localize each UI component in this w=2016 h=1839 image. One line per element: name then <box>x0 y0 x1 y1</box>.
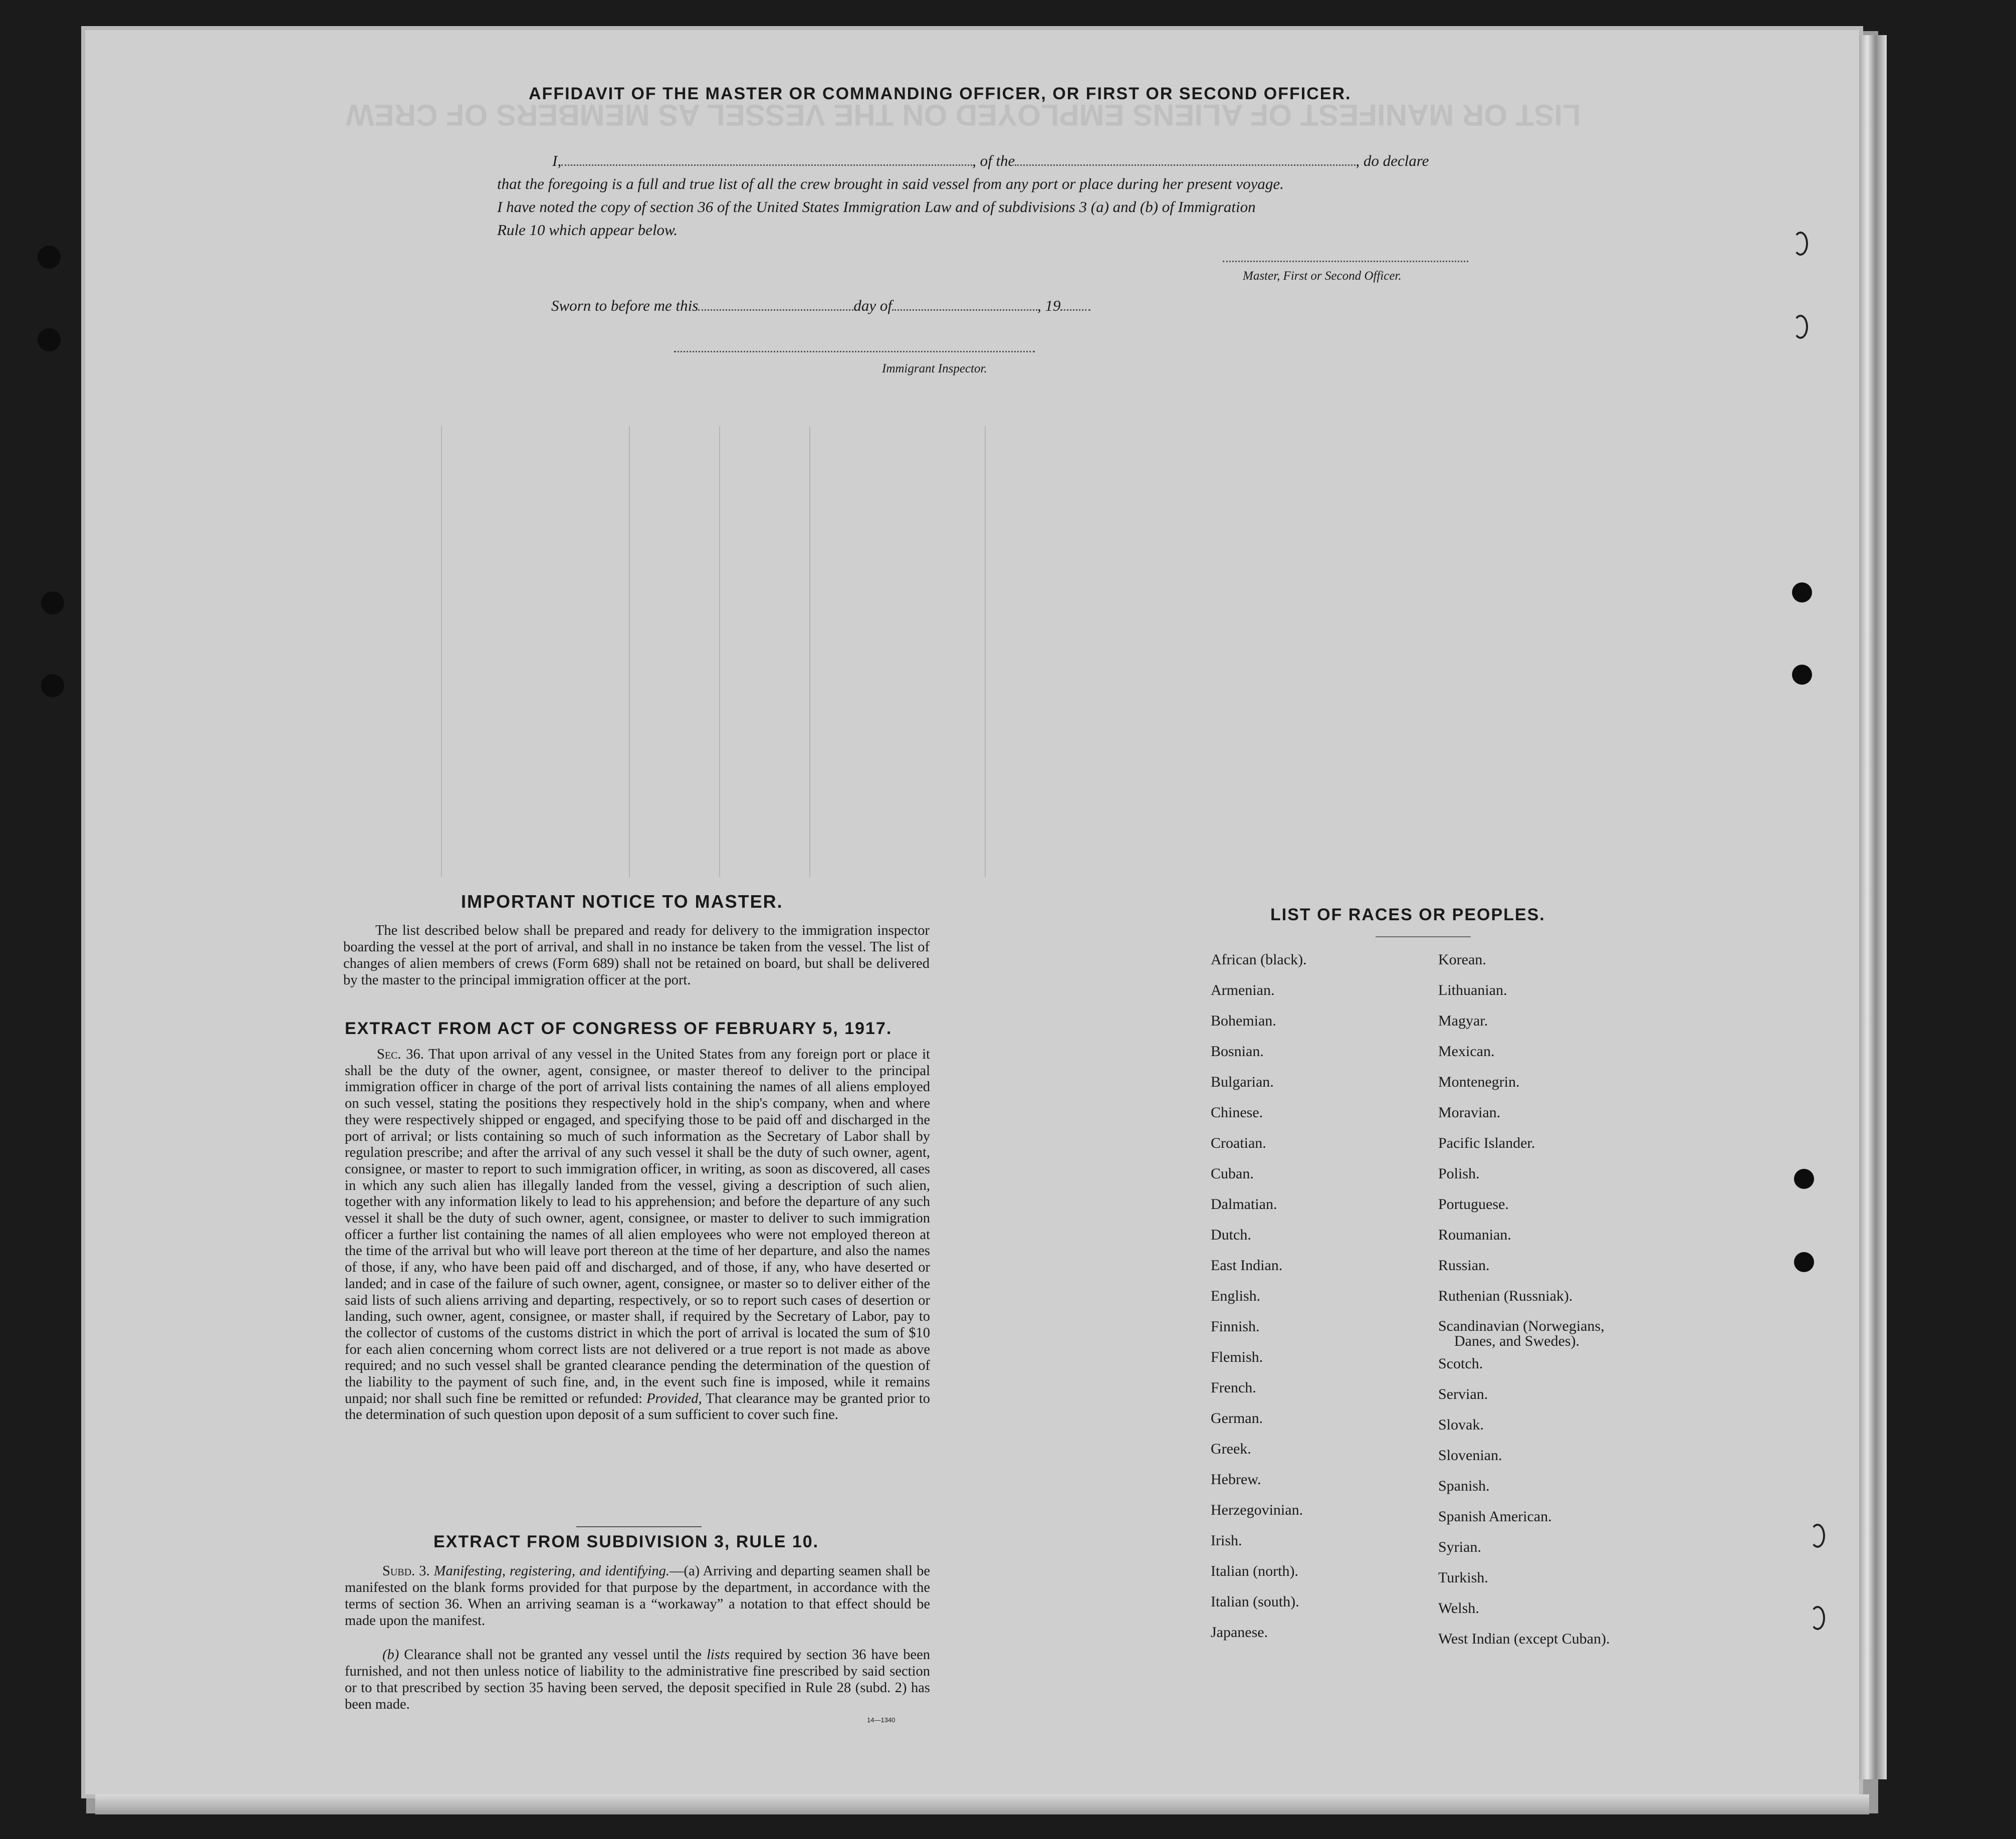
race-item: Italian (north). <box>1211 1563 1298 1579</box>
race-item: Bosnian. <box>1211 1043 1264 1060</box>
race-item: Scotch. <box>1438 1355 1483 1372</box>
signature-line[interactable] <box>1223 261 1468 262</box>
race-item: Syrian. <box>1438 1539 1481 1555</box>
race-item: Spanish American. <box>1438 1508 1552 1525</box>
race-item: Danes, and Swedes). <box>1454 1333 1580 1349</box>
para-b-label: (b) <box>382 1647 399 1663</box>
race-item: German. <box>1211 1410 1263 1426</box>
rule-extract-title: EXTRACT FROM SUBDIVISION 3, RULE 10. <box>433 1532 819 1551</box>
binder-hole <box>1794 1169 1814 1189</box>
vessel-name-blank[interactable] <box>1015 164 1356 166</box>
inspector-label: Immigrant Inspector. <box>882 362 987 375</box>
race-item: Magyar. <box>1438 1012 1488 1029</box>
sworn-year-blank[interactable] <box>1060 309 1090 311</box>
race-item: Bohemian. <box>1211 1012 1276 1029</box>
declarant-prefix: I, <box>552 152 562 169</box>
binder-hole <box>41 591 64 615</box>
race-item: Irish. <box>1211 1532 1242 1549</box>
divider-rule <box>576 1526 702 1527</box>
ghost-column-line <box>809 426 810 877</box>
subd-label: Subd. 3. <box>382 1563 430 1579</box>
race-item: Pacific Islander. <box>1438 1135 1535 1151</box>
act-extract-title: EXTRACT FROM ACT OF CONGRESS OF FEBRUARY 5, 1917. <box>345 1019 892 1038</box>
binder-ring <box>1810 1606 1825 1630</box>
race-item: Herzegovinian. <box>1211 1502 1303 1518</box>
sworn-day-blank[interactable] <box>698 309 853 311</box>
race-item: Lithuanian. <box>1438 982 1507 998</box>
race-item: Bulgarian. <box>1211 1074 1274 1090</box>
notice-title: IMPORTANT NOTICE TO MASTER. <box>461 891 783 912</box>
para-b-rest: required by section 36 have been furnished, and not then unless notice of liability to the administrative fine prescribed by said section or to that prescribed by section 35 having been served, the deposit specified in Rule 28 (subd. 2) has been made. <box>345 1647 931 1712</box>
rule-para-a <box>345 1563 930 1629</box>
races-left-column <box>1211 944 1307 1648</box>
race-item: Mexican. <box>1438 1043 1495 1060</box>
section-36-text-end: That clearance may be granted prior to the determination of such question upon deposit of a sum sufficient to cover such fine. <box>345 1390 931 1423</box>
races-title: LIST OF RACES OR PEOPLES. <box>1270 905 1545 924</box>
race-item: Japanese. <box>1211 1624 1268 1641</box>
sworn-line <box>551 297 1090 315</box>
race-item: Spanish. <box>1438 1478 1490 1494</box>
race-item: Portuguese. <box>1438 1196 1509 1212</box>
race-item: Roumanian. <box>1438 1227 1511 1243</box>
sworn-day-of: day of <box>853 297 892 314</box>
ghost-column-line <box>441 426 442 877</box>
races-title-underline <box>1376 936 1471 937</box>
race-item: Polish. <box>1438 1165 1480 1182</box>
declaration-line-3: I have noted the copy of section 36 of the United States Immigration Law and of subdivisions 3 (a) and (b) of Immigration <box>497 198 1256 216</box>
race-item: East Indian. <box>1211 1257 1283 1274</box>
binder-ring <box>1810 1524 1825 1548</box>
inspector-signature-line[interactable] <box>674 351 1035 352</box>
form-number: 14—1340 <box>867 1716 895 1724</box>
race-item: Greek. <box>1211 1441 1251 1457</box>
sworn-prefix: Sworn to before me this <box>551 297 699 314</box>
binder-ring <box>1793 232 1808 256</box>
race-item: Moravian. <box>1438 1104 1501 1121</box>
race-item: Hebrew. <box>1211 1471 1261 1488</box>
races-right-column <box>1438 944 1610 1654</box>
race-item: Scandinavian (Norwegians, <box>1438 1318 1605 1334</box>
declarant-name-blank[interactable] <box>561 164 972 166</box>
sworn-month-blank[interactable] <box>892 309 1037 311</box>
vessel-prefix: , of the <box>972 152 1015 169</box>
race-item: Flemish. <box>1211 1349 1263 1365</box>
race-item: Ruthenian (Russniak). <box>1438 1288 1573 1304</box>
race-item: Italian (south). <box>1211 1593 1299 1610</box>
binder-hole <box>1794 1252 1814 1272</box>
section-label: Sec. 36. <box>377 1047 424 1062</box>
page-stack-edge <box>1859 35 1887 1779</box>
affidavit-declaration <box>497 149 1469 242</box>
race-item: English. <box>1211 1288 1261 1304</box>
binder-hole <box>38 246 61 269</box>
signature-label: Master, First or Second Officer. <box>1243 269 1402 283</box>
act-extract-text <box>345 1047 930 1423</box>
para-b-lists: lists <box>707 1647 730 1663</box>
notice-text: The list described below shall be prepared and ready for delivery to the immigration inspector boarding the vessel at the port of arrival, and shall in no instance be taken from the vessel. The list of changes of alien members of crews (Form 689) shall not be retained on board, but shall be delivered by the master to the principal immigration officer at the port. <box>343 923 930 988</box>
declare-suffix: , do declare <box>1356 152 1429 169</box>
subd-title: Manifesting, registering, and identifying. <box>433 1563 670 1579</box>
page-bottom-edge <box>95 1794 1869 1814</box>
section-36-text: That upon arrival of any vessel in the United States from any foreign port or place it shall be the duty of the owner, agent, consignee, or master thereof to deliver to the principal immigration officer in charge of the port of arrival lists containing the names of all aliens employed on such vessel, stating the positions they respectively hold in the ship's company, when and where they were respectively shipped or engaged, and specifying those to be paid off and discharged in the port of arrival; or lists containing so much of such information as the Secretary of Labor shall by regulation prescribe; and after the arrival of any such vessel it shall be the duty of such owner, agent, consignee, or master to report to such immigration officer, in writing, as soon as discovered, all cases in which any such alien has illegally landed from the vessel, giving a description of such alien, together with any information likely to lead to his apprehension; and before the departure of any such vessel it shall be the duty of such owner, agent, consignee, or master to deliver to such immigration officer a further list containing the names of all alien employees who were not employed thereon at the time of the arrival but who will leave port thereon at the time of her departure, and also the names of those, if any, who have been paid off and discharged, and of those, if any, who have deserted or landed; and in case of the failure of such owner, agent, consignee, or master so to deliver either of the said lists of such aliens arriving and departing, respectively, or so to report such cases of desertion or landing, such owner, agent, consignee, or master shall, if required by the Secretary of Labor, pay to the collector of customs of the customs district in which the port of arrival is located the sum of $10 for each alien concerning whom correct lists are not delivered or a true report is not made as above required; and no such vessel shall be granted clearance pending the determination of the question of the liability to the payment of such fine, and, in the event such fine is imposed, while it remains unpaid; nor shall such fine be remitted or refunded: <box>345 1047 930 1406</box>
race-item: Chinese. <box>1211 1104 1263 1121</box>
race-item: Cuban. <box>1211 1165 1254 1182</box>
race-item: Turkish. <box>1438 1569 1488 1586</box>
declaration-line-2: that the foregoing is a full and true list of all the crew brought in said vessel from any port or place during her present voyage. <box>497 175 1284 192</box>
race-item: Finnish. <box>1211 1318 1260 1335</box>
binder-hole <box>1792 665 1812 685</box>
ghost-header: LIST OR MANIFEST OF ALIENS EMPLOYED ON THE VESSEL AS MEMBERS OF CREW <box>346 98 1581 132</box>
binder-ring <box>1793 315 1808 339</box>
race-item: Armenian. <box>1211 982 1275 998</box>
provided-term: Provided, <box>646 1390 702 1406</box>
race-item: Croatian. <box>1211 1135 1266 1151</box>
ghost-column-line <box>629 426 630 877</box>
race-item: Slovak. <box>1438 1416 1484 1433</box>
race-item: West Indian (except Cuban). <box>1438 1630 1610 1647</box>
race-item: Dalmatian. <box>1211 1196 1277 1212</box>
sworn-year-prefix: , 19 <box>1037 297 1061 314</box>
rule-para-b <box>345 1647 930 1713</box>
binder-hole <box>38 328 61 351</box>
race-item: Russian. <box>1438 1257 1490 1274</box>
race-item: Dutch. <box>1211 1227 1251 1243</box>
declaration-line-4: Rule 10 which appear below. <box>497 221 678 239</box>
race-item: Servian. <box>1438 1386 1488 1402</box>
race-item: Slovenian. <box>1438 1447 1502 1464</box>
binder-hole <box>41 674 64 697</box>
race-item: African (black). <box>1211 951 1307 968</box>
declaration-line-1 <box>497 149 1469 172</box>
race-item: Korean. <box>1438 951 1486 968</box>
subd-para-a-text: —(a) Arriving and departing seamen shall be manifested on the blank forms provided for that purpose by the department, in accordance with the terms of section 36. When an arriving seaman is a “workaway” a notation to that effect should be made upon the manifest. <box>345 1563 931 1628</box>
affidavit-title: AFFIDAVIT OF THE MASTER OR COMMANDING OFFICER, OR FIRST OR SECOND OFFICER. <box>529 84 1352 103</box>
race-item: French. <box>1211 1379 1256 1396</box>
race-item: Welsh. <box>1438 1600 1479 1616</box>
para-b-start: Clearance shall not be granted any vessel until the <box>404 1647 702 1663</box>
binder-hole <box>1792 582 1812 602</box>
ghost-column-line <box>985 426 986 877</box>
ghost-column-line <box>719 426 720 877</box>
race-item: Montenegrin. <box>1438 1074 1520 1090</box>
